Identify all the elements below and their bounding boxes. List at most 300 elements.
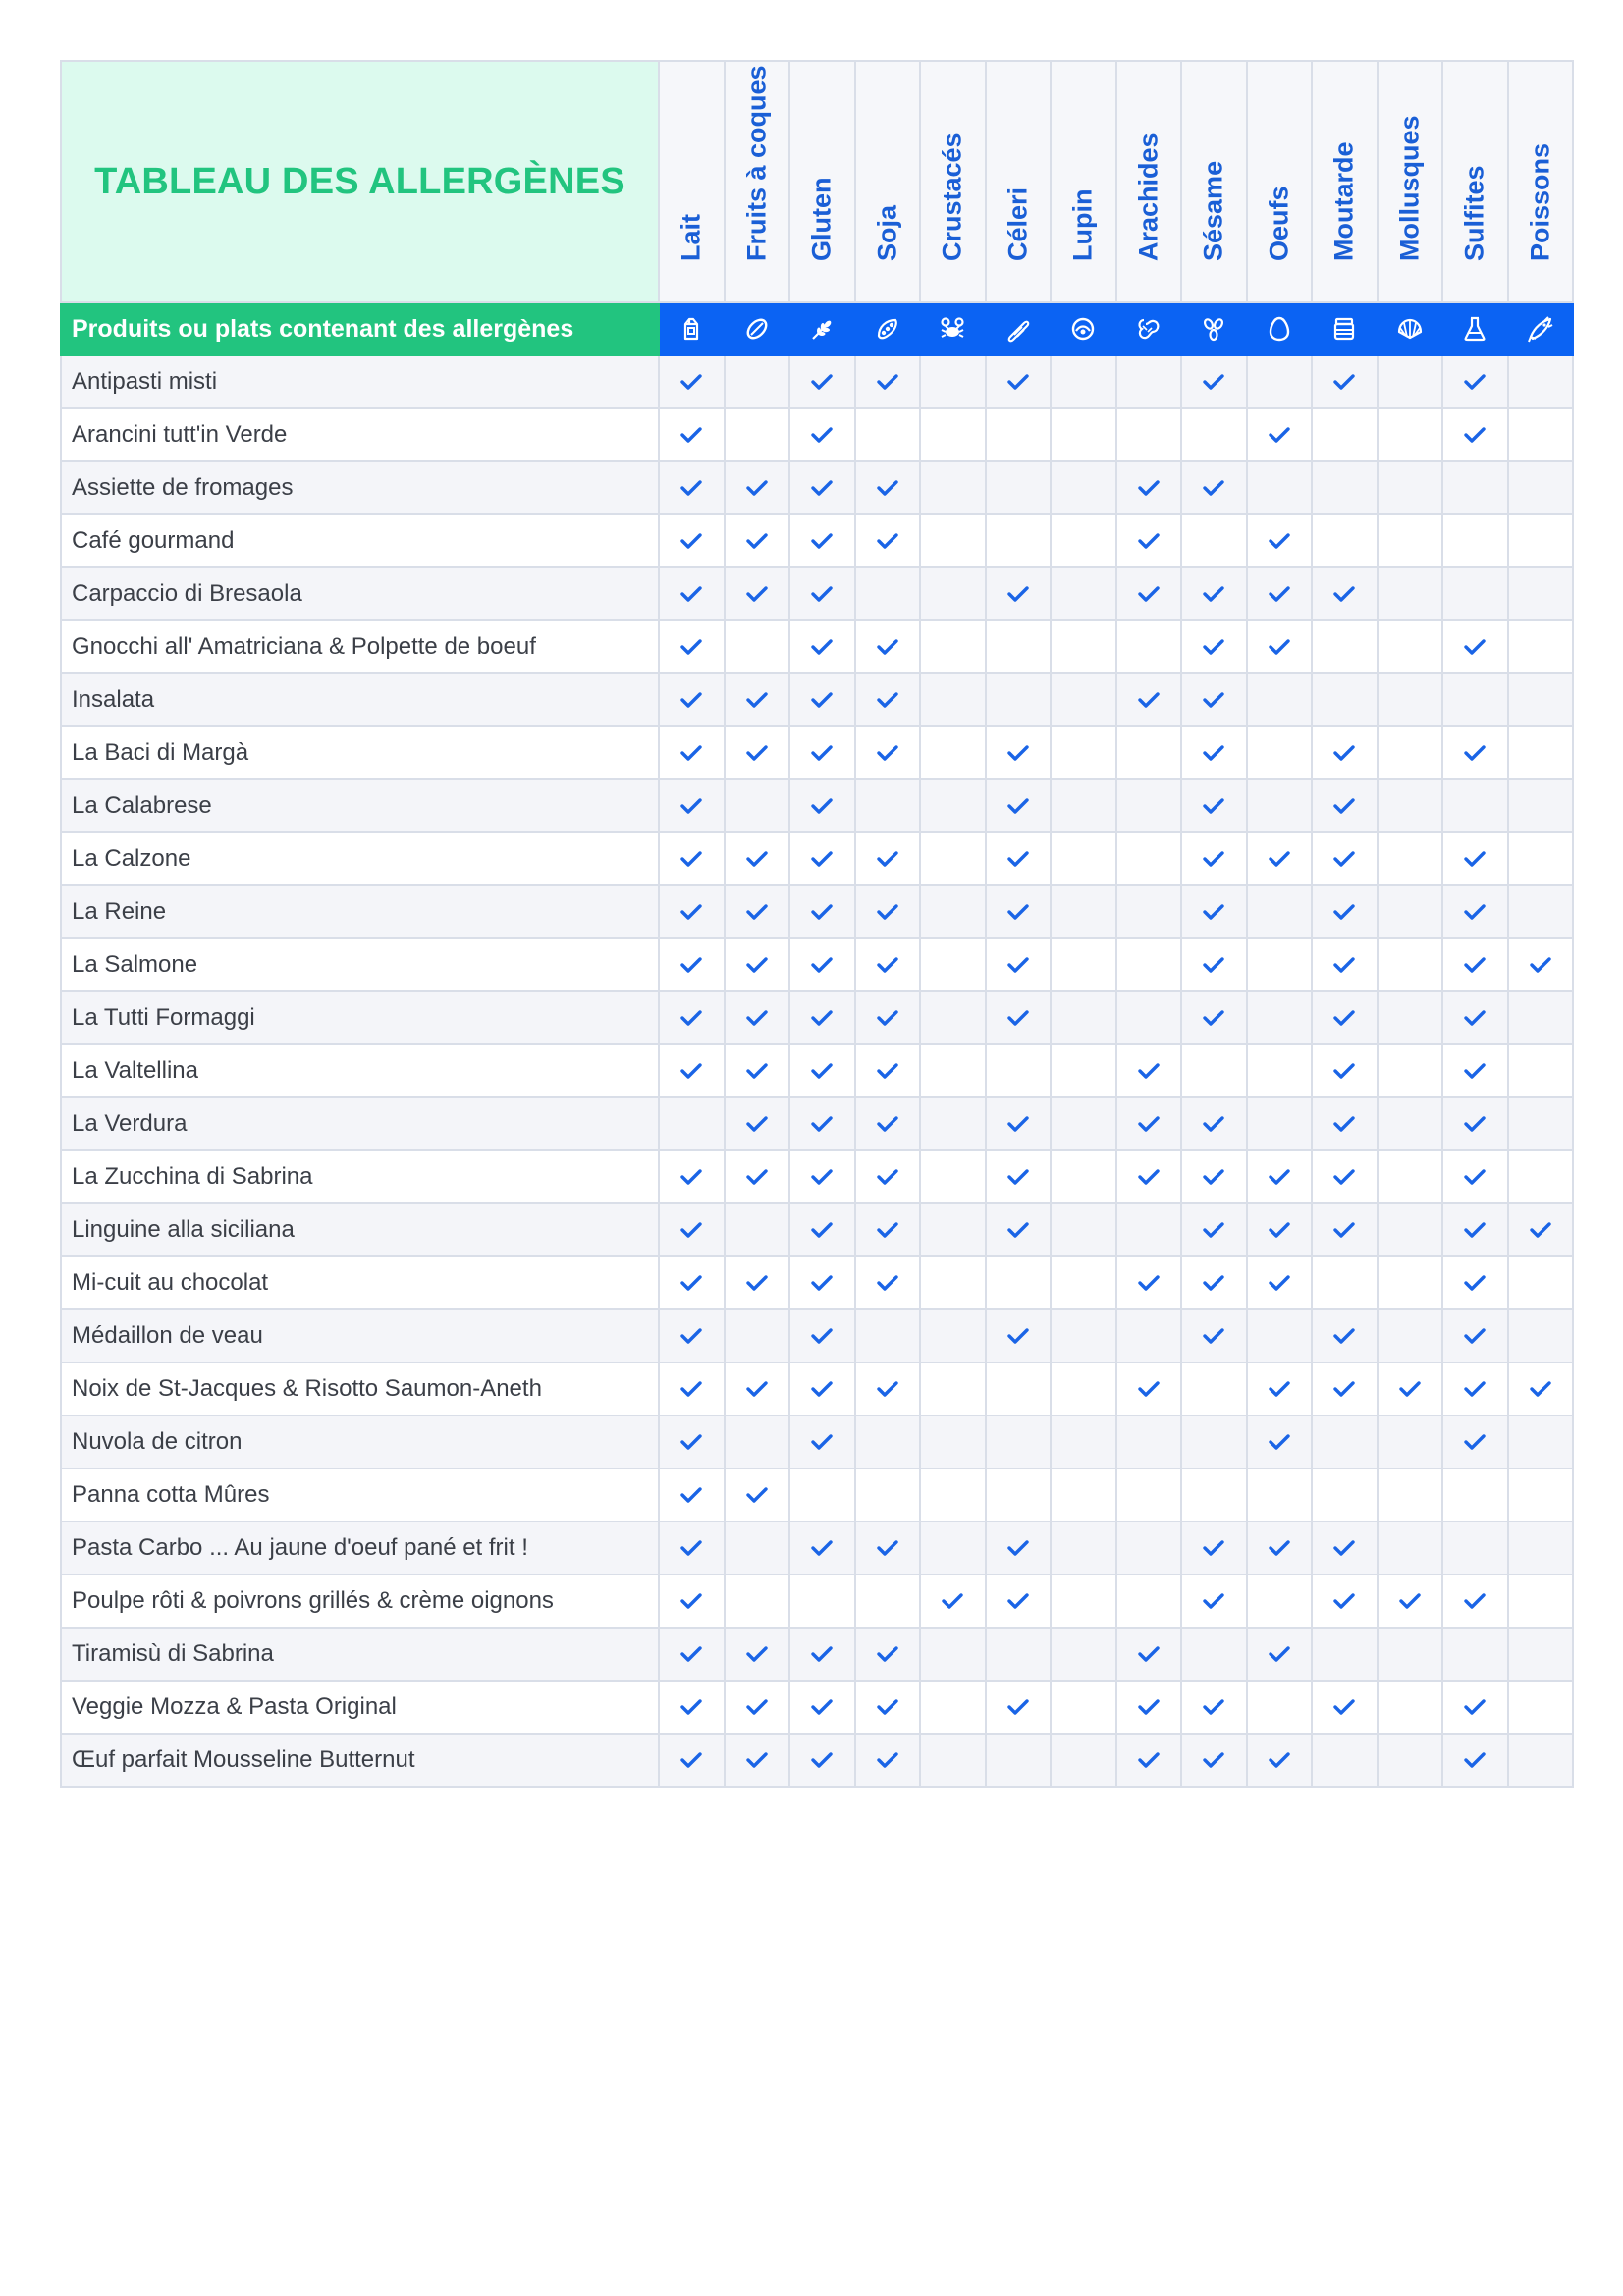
- cell-mollusques: [1378, 355, 1443, 408]
- check-icon: [1007, 1221, 1029, 1239]
- cell-lait: [659, 673, 725, 726]
- check-icon: [1269, 1645, 1290, 1663]
- cell-soja: [855, 938, 921, 991]
- icon-cell-soja: [855, 302, 921, 355]
- cell-fruits-a-coques: [725, 1309, 790, 1362]
- check-icon: [1333, 956, 1355, 974]
- check-icon: [811, 1115, 833, 1133]
- cell-crustaces: [920, 1362, 986, 1415]
- check-icon: [1464, 1062, 1486, 1080]
- cell-lupin: [1051, 779, 1116, 832]
- cell-sesame: [1181, 1256, 1247, 1309]
- cell-gluten: [789, 1628, 855, 1681]
- cell-soja: [855, 567, 921, 620]
- icon-cell-moutarde: [1312, 302, 1378, 355]
- cell-sulfites: [1442, 567, 1508, 620]
- cell-sulfites: [1442, 1681, 1508, 1734]
- cell-celeri: [986, 779, 1052, 832]
- check-icon: [877, 532, 898, 550]
- dish-name: Nuvola de citron: [61, 1415, 659, 1468]
- column-header-mollusques: [1378, 61, 1443, 302]
- check-icon: [680, 691, 702, 709]
- cell-sesame: [1181, 673, 1247, 726]
- cell-oeufs: [1247, 1309, 1313, 1362]
- cell-crustaces: [920, 620, 986, 673]
- dish-name: Pasta Carbo ... Au jaune d'oeuf pané et frit !: [61, 1522, 659, 1575]
- cell-oeufs: [1247, 567, 1313, 620]
- check-icon: [1203, 638, 1224, 656]
- cell-gluten: [789, 408, 855, 461]
- cell-celeri: [986, 1256, 1052, 1309]
- check-icon: [746, 1009, 768, 1027]
- cell-fruits-a-coques: [725, 461, 790, 514]
- check-icon: [1269, 1274, 1290, 1292]
- check-icon: [1203, 1751, 1224, 1769]
- cell-crustaces: [920, 514, 986, 567]
- check-icon: [877, 1645, 898, 1663]
- table-row: [61, 938, 1573, 991]
- cell-moutarde: [1312, 1150, 1378, 1203]
- cell-celeri: [986, 1097, 1052, 1150]
- check-icon: [680, 956, 702, 974]
- cell-sesame: [1181, 726, 1247, 779]
- check-icon: [877, 1698, 898, 1716]
- cell-lait: [659, 1362, 725, 1415]
- cell-oeufs: [1247, 1256, 1313, 1309]
- cell-fruits-a-coques: [725, 1575, 790, 1628]
- cell-poissons: [1508, 1468, 1574, 1522]
- check-icon: [680, 903, 702, 921]
- dish-name: Insalata: [61, 673, 659, 726]
- check-icon: [877, 744, 898, 762]
- cell-soja: [855, 673, 921, 726]
- icon-cell-lait: [659, 302, 725, 355]
- table-row: [61, 726, 1573, 779]
- cell-arachides: [1116, 991, 1182, 1044]
- cell-arachides: [1116, 1468, 1182, 1522]
- table-row: [61, 1362, 1573, 1415]
- cell-lait: [659, 1575, 725, 1628]
- check-icon: [746, 1486, 768, 1504]
- cell-lupin: [1051, 1362, 1116, 1415]
- cell-celeri: [986, 620, 1052, 673]
- table-row: [61, 1203, 1573, 1256]
- check-icon: [811, 1009, 833, 1027]
- cell-arachides: [1116, 1681, 1182, 1734]
- check-icon: [1333, 744, 1355, 762]
- cell-poissons: [1508, 514, 1574, 567]
- wheat-icon: [808, 315, 836, 343]
- cell-arachides: [1116, 355, 1182, 408]
- cell-celeri: [986, 1044, 1052, 1097]
- allergen-table: [60, 60, 1574, 1788]
- cell-lait: [659, 461, 725, 514]
- cell-oeufs: [1247, 1415, 1313, 1468]
- cell-mollusques: [1378, 567, 1443, 620]
- check-icon: [680, 1645, 702, 1663]
- cell-gluten: [789, 1468, 855, 1522]
- check-icon: [1333, 1168, 1355, 1186]
- table-row: [61, 1044, 1573, 1097]
- cell-sulfites: [1442, 1150, 1508, 1203]
- column-header-arachides: [1116, 61, 1182, 302]
- dish-name: La Salmone: [61, 938, 659, 991]
- check-icon: [1203, 797, 1224, 815]
- cell-celeri: [986, 726, 1052, 779]
- cell-gluten: [789, 1044, 855, 1097]
- table-row: [61, 1681, 1573, 1734]
- cell-soja: [855, 726, 921, 779]
- cell-celeri: [986, 938, 1052, 991]
- cell-oeufs: [1247, 1203, 1313, 1256]
- cell-celeri: [986, 1628, 1052, 1681]
- check-icon: [746, 1274, 768, 1292]
- cell-lupin: [1051, 1203, 1116, 1256]
- page-title: TABLEAU DES ALLERGÈNES: [94, 160, 625, 202]
- lupin-icon: [1069, 315, 1097, 343]
- cell-sesame: [1181, 1415, 1247, 1468]
- cell-crustaces: [920, 355, 986, 408]
- column-header-label: Poissons: [1525, 142, 1555, 261]
- cell-moutarde: [1312, 1522, 1378, 1575]
- cell-oeufs: [1247, 461, 1313, 514]
- check-icon: [1203, 1274, 1224, 1292]
- check-icon: [877, 1380, 898, 1398]
- cell-sulfites: [1442, 1097, 1508, 1150]
- cell-sulfites: [1442, 1362, 1508, 1415]
- cell-celeri: [986, 991, 1052, 1044]
- check-icon: [877, 1115, 898, 1133]
- cell-moutarde: [1312, 355, 1378, 408]
- cell-fruits-a-coques: [725, 991, 790, 1044]
- egg-icon: [1266, 315, 1293, 343]
- check-icon: [1269, 1380, 1290, 1398]
- cell-fruits-a-coques: [725, 408, 790, 461]
- cell-poissons: [1508, 991, 1574, 1044]
- check-icon: [680, 1062, 702, 1080]
- cell-poissons: [1508, 1150, 1574, 1203]
- cell-gluten: [789, 1097, 855, 1150]
- cell-sesame: [1181, 1468, 1247, 1522]
- cell-sesame: [1181, 1575, 1247, 1628]
- cell-gluten: [789, 1415, 855, 1468]
- cell-lait: [659, 1150, 725, 1203]
- cell-crustaces: [920, 1309, 986, 1362]
- cell-fruits-a-coques: [725, 1522, 790, 1575]
- check-icon: [811, 1645, 833, 1663]
- cell-poissons: [1508, 355, 1574, 408]
- cell-lupin: [1051, 1734, 1116, 1787]
- cell-lait: [659, 885, 725, 938]
- cell-lait: [659, 1415, 725, 1468]
- cell-oeufs: [1247, 1628, 1313, 1681]
- cell-fruits-a-coques: [725, 1256, 790, 1309]
- cell-sulfites: [1442, 1044, 1508, 1097]
- cell-crustaces: [920, 1522, 986, 1575]
- check-icon: [1203, 479, 1224, 497]
- table-row: [61, 673, 1573, 726]
- cell-celeri: [986, 514, 1052, 567]
- check-icon: [1007, 1592, 1029, 1610]
- check-icon: [1464, 1698, 1486, 1716]
- allergen-sheet: [60, 60, 1574, 1788]
- cell-moutarde: [1312, 1044, 1378, 1097]
- column-header-oeufs: [1247, 61, 1313, 302]
- dish-name: Assiette de fromages: [61, 461, 659, 514]
- cell-oeufs: [1247, 1681, 1313, 1734]
- check-icon: [1138, 1645, 1160, 1663]
- cell-celeri: [986, 1734, 1052, 1787]
- icon-bar-row: [61, 302, 1573, 355]
- cell-crustaces: [920, 1575, 986, 1628]
- cell-celeri: [986, 1468, 1052, 1522]
- check-icon: [680, 1327, 702, 1345]
- cell-poissons: [1508, 1575, 1574, 1628]
- cell-lait: [659, 779, 725, 832]
- cell-lupin: [1051, 1150, 1116, 1203]
- cell-lait: [659, 1522, 725, 1575]
- cell-arachides: [1116, 832, 1182, 885]
- check-icon: [811, 1433, 833, 1451]
- cell-sesame: [1181, 1309, 1247, 1362]
- cell-lupin: [1051, 1097, 1116, 1150]
- check-icon: [1138, 1115, 1160, 1133]
- cell-fruits-a-coques: [725, 673, 790, 726]
- cell-arachides: [1116, 1044, 1182, 1097]
- cell-oeufs: [1247, 355, 1313, 408]
- cell-crustaces: [920, 1044, 986, 1097]
- check-icon: [1203, 1592, 1224, 1610]
- column-header-moutarde: [1312, 61, 1378, 302]
- cell-arachides: [1116, 885, 1182, 938]
- cell-mollusques: [1378, 461, 1443, 514]
- dish-name: La Valtellina: [61, 1044, 659, 1097]
- table-row: [61, 991, 1573, 1044]
- cell-arachides: [1116, 1150, 1182, 1203]
- check-icon: [877, 691, 898, 709]
- cell-poissons: [1508, 1044, 1574, 1097]
- cell-fruits-a-coques: [725, 620, 790, 673]
- cell-arachides: [1116, 567, 1182, 620]
- check-icon: [1203, 956, 1224, 974]
- cell-lait: [659, 1044, 725, 1097]
- dish-name: La Tutti Formaggi: [61, 991, 659, 1044]
- cell-sesame: [1181, 514, 1247, 567]
- cell-soja: [855, 1575, 921, 1628]
- check-icon: [1464, 638, 1486, 656]
- check-icon: [811, 1062, 833, 1080]
- check-icon: [811, 1168, 833, 1186]
- cell-oeufs: [1247, 1150, 1313, 1203]
- check-icon: [1464, 373, 1486, 391]
- cell-lupin: [1051, 1628, 1116, 1681]
- dish-name: Antipasti misti: [61, 355, 659, 408]
- check-icon: [1007, 1009, 1029, 1027]
- cell-sulfites: [1442, 1575, 1508, 1628]
- cell-lait: [659, 1681, 725, 1734]
- check-icon: [1138, 1751, 1160, 1769]
- cell-soja: [855, 1681, 921, 1734]
- check-icon: [877, 1221, 898, 1239]
- check-icon: [877, 1009, 898, 1027]
- dish-name: La Calabrese: [61, 779, 659, 832]
- check-icon: [1269, 426, 1290, 444]
- check-icon: [811, 1698, 833, 1716]
- cell-gluten: [789, 1203, 855, 1256]
- column-header-label: Fruits à coques: [741, 65, 772, 261]
- table-row: [61, 1097, 1573, 1150]
- cell-soja: [855, 779, 921, 832]
- check-icon: [811, 903, 833, 921]
- cell-fruits-a-coques: [725, 1203, 790, 1256]
- check-icon: [877, 1274, 898, 1292]
- cell-lupin: [1051, 832, 1116, 885]
- cell-sesame: [1181, 567, 1247, 620]
- check-icon: [1138, 1274, 1160, 1292]
- check-icon: [1203, 1539, 1224, 1557]
- mustard-jar-icon: [1330, 315, 1358, 343]
- cell-celeri: [986, 1362, 1052, 1415]
- dish-name: Noix de St-Jacques & Risotto Saumon-Aneth: [61, 1362, 659, 1415]
- cell-soja: [855, 1256, 921, 1309]
- cell-lupin: [1051, 1309, 1116, 1362]
- cell-sesame: [1181, 1203, 1247, 1256]
- cell-poissons: [1508, 1522, 1574, 1575]
- dish-name: Médaillon de veau: [61, 1309, 659, 1362]
- cell-mollusques: [1378, 1522, 1443, 1575]
- check-icon: [680, 373, 702, 391]
- check-icon: [811, 479, 833, 497]
- check-icon: [1333, 797, 1355, 815]
- cell-arachides: [1116, 1362, 1182, 1415]
- cell-celeri: [986, 885, 1052, 938]
- cell-sesame: [1181, 938, 1247, 991]
- column-header-label: Gluten: [806, 177, 837, 261]
- check-icon: [1203, 1009, 1224, 1027]
- cell-moutarde: [1312, 673, 1378, 726]
- cell-fruits-a-coques: [725, 1044, 790, 1097]
- cell-celeri: [986, 408, 1052, 461]
- check-icon: [1464, 1221, 1486, 1239]
- cell-gluten: [789, 1575, 855, 1628]
- check-icon: [1007, 850, 1029, 868]
- icon-cell-crustaces: [920, 302, 986, 355]
- cell-lupin: [1051, 1415, 1116, 1468]
- cell-moutarde: [1312, 1681, 1378, 1734]
- cell-fruits-a-coques: [725, 1415, 790, 1468]
- check-icon: [680, 1274, 702, 1292]
- check-icon: [680, 850, 702, 868]
- check-icon: [746, 1380, 768, 1398]
- table-row: [61, 1522, 1573, 1575]
- table-row: [61, 355, 1573, 408]
- check-icon: [1203, 850, 1224, 868]
- cell-celeri: [986, 567, 1052, 620]
- check-icon: [746, 585, 768, 603]
- cell-poissons: [1508, 408, 1574, 461]
- dish-name: Carpaccio di Bresaola: [61, 567, 659, 620]
- cell-poissons: [1508, 885, 1574, 938]
- column-header-label: Lupin: [1067, 188, 1098, 261]
- cell-mollusques: [1378, 1468, 1443, 1522]
- cell-sesame: [1181, 1522, 1247, 1575]
- cell-sesame: [1181, 461, 1247, 514]
- check-icon: [1007, 585, 1029, 603]
- cell-sulfites: [1442, 938, 1508, 991]
- check-icon: [1269, 1751, 1290, 1769]
- check-icon: [1138, 691, 1160, 709]
- column-header-label: Mollusques: [1394, 115, 1425, 261]
- check-icon: [811, 1539, 833, 1557]
- cell-gluten: [789, 1256, 855, 1309]
- check-icon: [1464, 426, 1486, 444]
- cell-soja: [855, 1522, 921, 1575]
- cell-poissons: [1508, 1203, 1574, 1256]
- check-icon: [1269, 1168, 1290, 1186]
- cell-mollusques: [1378, 779, 1443, 832]
- cell-oeufs: [1247, 938, 1313, 991]
- cell-fruits-a-coques: [725, 514, 790, 567]
- cell-moutarde: [1312, 1362, 1378, 1415]
- cell-fruits-a-coques: [725, 567, 790, 620]
- check-icon: [680, 1380, 702, 1398]
- cell-arachides: [1116, 726, 1182, 779]
- icon-cell-oeufs: [1247, 302, 1313, 355]
- check-icon: [877, 903, 898, 921]
- icon-cell-fruits-a-coques: [725, 302, 790, 355]
- check-icon: [1269, 638, 1290, 656]
- check-icon: [746, 1115, 768, 1133]
- cell-gluten: [789, 726, 855, 779]
- cell-oeufs: [1247, 1362, 1313, 1415]
- dish-name: Œuf parfait Mousseline Butternut: [61, 1734, 659, 1787]
- column-header-sesame: [1181, 61, 1247, 302]
- cell-poissons: [1508, 1362, 1574, 1415]
- cell-lupin: [1051, 355, 1116, 408]
- cell-sulfites: [1442, 832, 1508, 885]
- cell-oeufs: [1247, 1044, 1313, 1097]
- cell-gluten: [789, 1362, 855, 1415]
- cell-fruits-a-coques: [725, 1097, 790, 1150]
- crab-icon: [939, 315, 966, 343]
- check-icon: [1333, 1698, 1355, 1716]
- dish-name: Linguine alla siciliana: [61, 1203, 659, 1256]
- table-row: [61, 832, 1573, 885]
- column-header-gluten: [789, 61, 855, 302]
- dish-name: La Baci di Margà: [61, 726, 659, 779]
- cell-sulfites: [1442, 355, 1508, 408]
- check-icon: [1203, 1221, 1224, 1239]
- icon-cell-poissons: [1508, 302, 1574, 355]
- cell-lupin: [1051, 1681, 1116, 1734]
- cell-fruits-a-coques: [725, 1362, 790, 1415]
- cell-soja: [855, 1362, 921, 1415]
- check-icon: [1333, 373, 1355, 391]
- cell-moutarde: [1312, 885, 1378, 938]
- check-icon: [1464, 1274, 1486, 1292]
- dish-name: La Verdura: [61, 1097, 659, 1150]
- cell-celeri: [986, 673, 1052, 726]
- table-row: [61, 514, 1573, 567]
- cell-soja: [855, 408, 921, 461]
- cell-moutarde: [1312, 726, 1378, 779]
- cell-oeufs: [1247, 1097, 1313, 1150]
- cell-sulfites: [1442, 1203, 1508, 1256]
- check-icon: [877, 956, 898, 974]
- check-icon: [811, 373, 833, 391]
- check-icon: [811, 797, 833, 815]
- dish-name: Veggie Mozza & Pasta Original: [61, 1681, 659, 1734]
